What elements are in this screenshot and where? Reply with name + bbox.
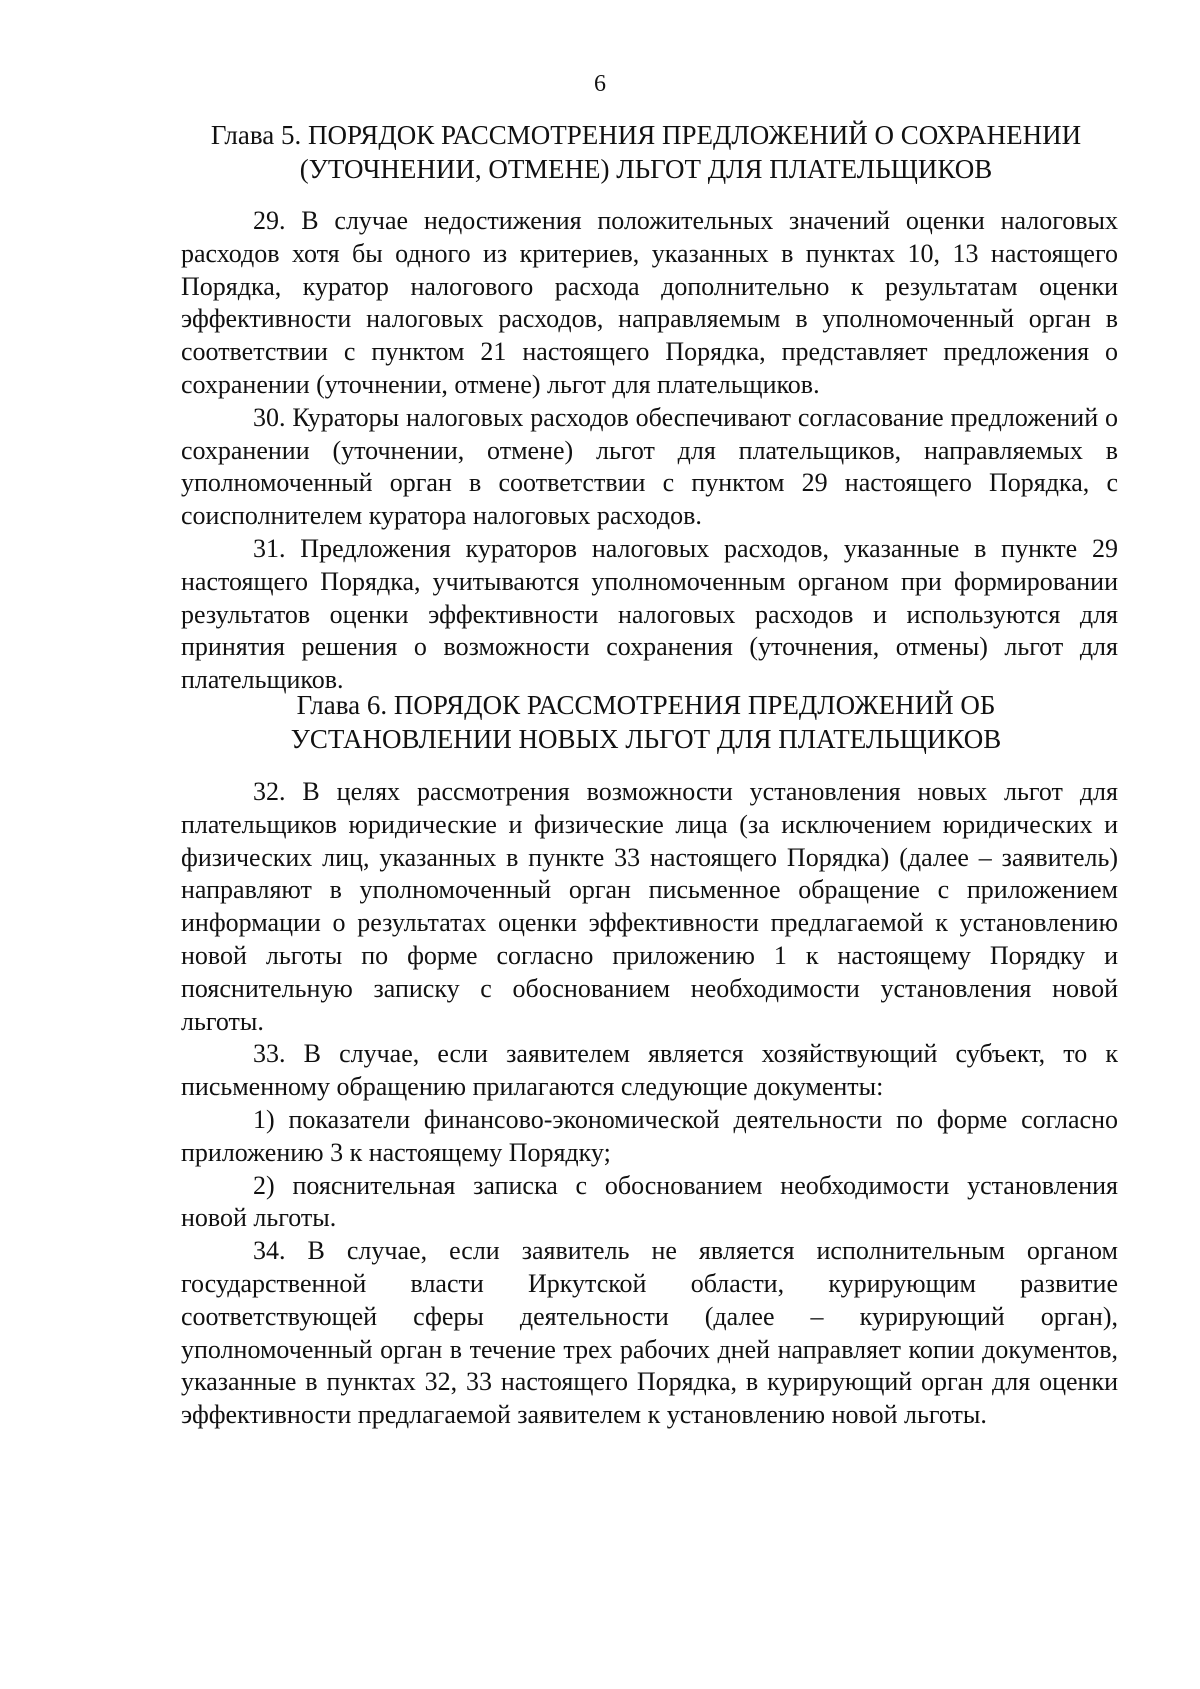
paragraph-33: 33. В случае, если заявителем является хозяйствующий субъект, то к письменному обращению прилагаются следующие документы: — [181, 1039, 1118, 1102]
chapter-5-title-line-1: Глава 5. ПОРЯДОК РАССМОТРЕНИЯ ПРЕДЛОЖЕНИЙ О СОХРАНЕНИИ — [210, 120, 1082, 150]
chapter-6-heading — [170, 688, 1122, 756]
paragraph-30: 30. Кураторы налоговых расходов обеспечивают согласование предложений о сохранении (уточнении, отмене) льгот для плательщиков, направляемых в уполномоченный орган в соответствии с пунктом 29 настоящего Порядка, с соисполнителем куратора налоговых расходов. — [181, 402, 1118, 531]
paragraph-33-item-2: 2) пояснительная записка с обоснованием необходимости установления новой льготы. — [181, 1170, 1118, 1233]
paragraph-33-item-1: 1) показатели финансово-экономической деятельности по форме согласно приложению 3 к настоящему Порядку; — [181, 1104, 1118, 1167]
chapter-5-body — [181, 205, 1118, 697]
chapter-5-heading — [170, 118, 1122, 186]
page-number: 6 — [594, 71, 606, 97]
paragraph-34: 34. В случае, если заявитель не является исполнительным органом государственной власти Иркутской области, курирующим развитие соответствующей сферы деятельности (далее – курирующий орган), уполномоченный орган в течение трех рабочих дней направляет копии документов, указанные в пунктах 32, 33 настоящего Порядка, в курирующий орган для оценки эффективности предлагаемой заявителем к установлению новой льготы. — [181, 1236, 1118, 1430]
paragraph-31: 31. Предложения кураторов налоговых расходов, указанные в пункте 29 настоящего Порядка, учитываются уполномоченным органом при формировании результатов оценки эффективности налоговых расходов и используются для принятия решения о возможности сохранения (уточнения, отмены) льгот для плательщиков. — [181, 533, 1118, 695]
chapter-5-title-line-2: (УТОЧНЕНИИ, ОТМЕНЕ) ЛЬГОТ ДЛЯ ПЛАТЕЛЬЩИКОВ — [299, 154, 993, 184]
paragraph-32: 32. В целях рассмотрения возможности установления новых льгот для плательщиков юридические и физические лица (за исключением юридических и физических лиц, указанных в пункте 33 настоящего Порядка) (далее – заявитель) направляют в уполномоченный орган письменное обращение с приложением информации о результатах оценки эффективности предлагаемой к установлению новой льготы по форме согласно приложению 1 к настоящему Порядку и пояснительную записку с обоснованием необходимости установления новой льготы. — [181, 777, 1118, 1036]
chapter-6-body — [181, 776, 1118, 1432]
chapter-6-title-line-1: Глава 6. ПОРЯДОК РАССМОТРЕНИЯ ПРЕДЛОЖЕНИЙ ОБ — [296, 690, 996, 720]
chapter-6-title-line-2: УСТАНОВЛЕНИИ НОВЫХ ЛЬГОТ ДЛЯ ПЛАТЕЛЬЩИКОВ — [290, 724, 1002, 754]
paragraph-29: 29. В случае недостижения положительных значений оценки налоговых расходов хотя бы одного из критериев, указанных в пунктах 10, 13 настоящего Порядка, куратор налогового расхода дополнительно к результатам оценки эффективности налоговых расходов, направляемым в уполномоченный орган в соответствии с пунктом 21 настоящего Порядка, представляет предложения о сохранении (уточнении, отмене) льгот для плательщиков. — [181, 206, 1118, 399]
